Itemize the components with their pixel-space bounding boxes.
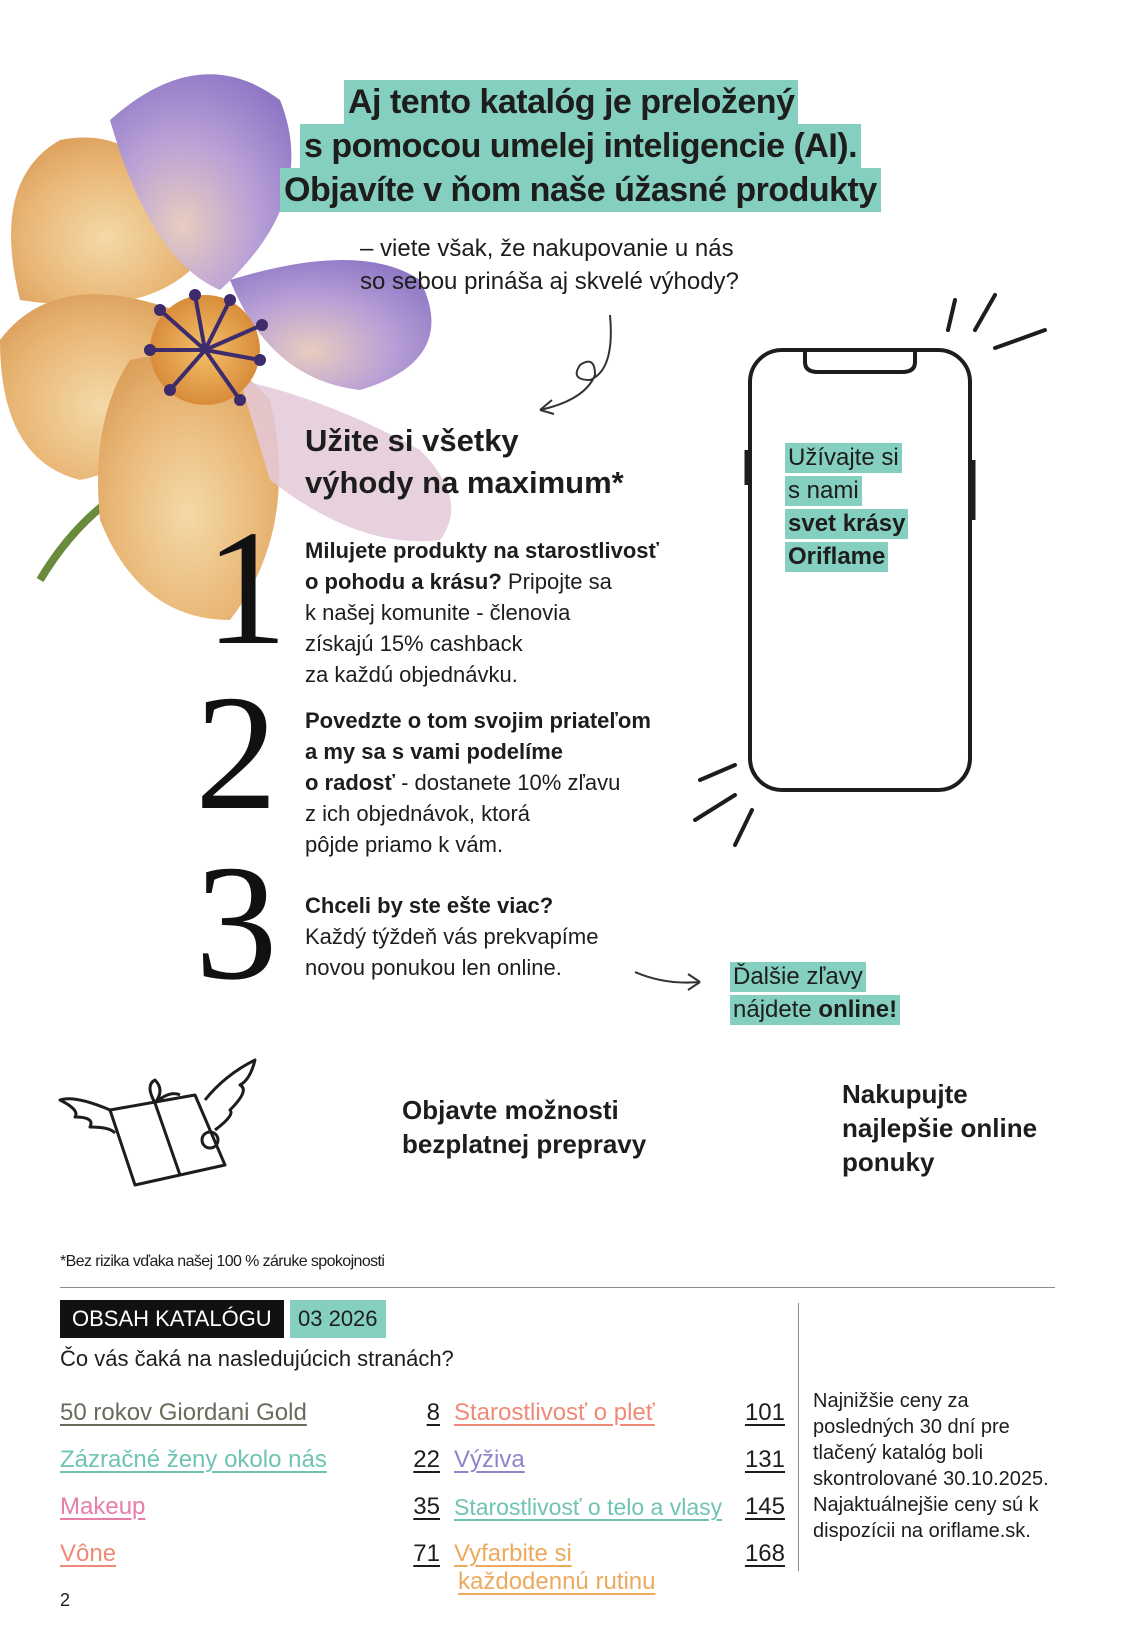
toc-subtitle: Čo vás čaká na nasledujúcich stranách?: [60, 1346, 454, 1371]
toc-item-telo-vlasy[interactable]: Starostlivosť o telo a vlasy: [454, 1494, 723, 1520]
toc-item-vone[interactable]: Vône: [60, 1540, 117, 1567]
intro-line-1: – viete však, že nakupovanie u nás: [360, 235, 734, 262]
toc-item-giordani[interactable]: 50 rokov Giordani Gold: [60, 1399, 307, 1426]
step-1-line-3: k našej komunite - členovia: [305, 600, 571, 625]
phone-line-2: s nami: [785, 476, 862, 506]
step-2-bold-1: Povedzte o tom svojim priateľom: [305, 708, 651, 733]
phone-text: [785, 443, 985, 575]
step-1-line-2: [305, 566, 685, 597]
shop-text: [842, 1077, 1037, 1179]
step-2-line-3: [305, 767, 685, 798]
page-number: 2: [60, 1590, 71, 1610]
toc-page-telo-vlasy[interactable]: 145: [744, 1493, 785, 1520]
step-number-1: 1: [205, 496, 288, 679]
step-1-bold-2: o pohodu a krásu?: [305, 569, 502, 594]
toc-item-vyfarbite[interactable]: Vyfarbite si: [454, 1540, 572, 1567]
step-2-text-3: - dostanete 10% zľavu: [395, 770, 621, 795]
toc-item-vyziva[interactable]: Výživa: [454, 1446, 525, 1473]
toc-label: OBSAH KATALÓGU: [60, 1300, 284, 1338]
footnote: *Bez rizika vďaka našej 100 % záruke spokojnosti: [60, 1253, 385, 1270]
step-1-line-4: získajú 15% cashback: [305, 631, 523, 656]
step-2-bold-2: a my sa s vami podelíme: [305, 739, 564, 764]
step-2-bold-3: o radosť: [305, 770, 395, 795]
phone-line-1: Užívajte si: [785, 443, 902, 473]
benefits-title-line-1: Užite si všetky: [305, 423, 519, 458]
step-3-line-3: novou ponukou len online.: [305, 955, 562, 980]
step-2-text: [305, 705, 685, 860]
step-3-text: [305, 890, 685, 983]
step-3-bold-1: Chceli by ste ešte viac?: [305, 893, 554, 918]
toc-page-vone[interactable]: 71: [413, 1540, 440, 1567]
header-line-1: Aj tento katalóg je preložený: [344, 80, 798, 124]
toc-vertical-divider: [798, 1303, 799, 1571]
step-1-text-2: Pripojte sa: [501, 569, 612, 594]
shop-line-2: najlepšie online: [842, 1113, 1038, 1143]
step-2-line-4: z ich objednávok, ktorá: [305, 801, 531, 826]
step-1-line-5: za každú objednávku.: [305, 662, 518, 687]
shop-line-1: Nakupujte: [842, 1079, 968, 1109]
step-number-2: 2: [195, 661, 278, 844]
online-promo-line-2: [730, 995, 900, 1025]
toc-item-vyfarbite-line-2[interactable]: každodennú rutinu: [458, 1568, 656, 1595]
toc-item-zazracne-zeny[interactable]: Zázračné ženy okolo nás: [60, 1446, 327, 1473]
curly-arrow-icon: [530, 310, 630, 420]
step-2-line-5: pôjde priamo k vám.: [305, 832, 504, 857]
online-promo-prefix: nájdete: [733, 996, 819, 1023]
toc-issue: 03 2026: [290, 1300, 386, 1338]
phone-line-3: svet krásy: [785, 509, 908, 539]
step-3-line-2: Každý týždeň vás prekvapíme: [305, 924, 599, 949]
shipping-line-2: bezplatnej prepravy: [402, 1129, 647, 1159]
toc-page-vyfarbite[interactable]: 168: [744, 1540, 785, 1567]
online-promo: [730, 962, 900, 1028]
toc-item-makeup[interactable]: Makeup: [60, 1493, 146, 1520]
price-note: Najnižšie ceny za posledných 30 dní pre tlačený katalóg boli skontrolované 30.10.2025. Najaktuálnejšie ceny sú k dispozícii na oriflame.sk.: [813, 1390, 1049, 1542]
arrow-right-icon: [630, 960, 710, 1000]
benefits-title: [305, 420, 624, 504]
phone-line-4: Oriflame: [785, 542, 888, 572]
toc-item-plet[interactable]: Starostlivosť o pleť: [454, 1399, 655, 1426]
toc-page-zazracne-zeny[interactable]: 22: [413, 1446, 440, 1473]
toc-page-makeup[interactable]: 35: [413, 1493, 440, 1520]
shop-line-3: ponuky: [842, 1147, 935, 1177]
divider: [60, 1287, 1055, 1288]
toc-page-plet[interactable]: 101: [744, 1399, 785, 1426]
header-line-3: Objavíte v ňom naše úžasné produkty: [280, 168, 881, 212]
toc-page-giordani[interactable]: 8: [426, 1399, 440, 1426]
winged-gift-icon: [55, 1055, 265, 1195]
online-promo-line-1: Ďalšie zľavy: [730, 962, 866, 992]
header-line-2: s pomocou umelej inteligencie (AI).: [300, 124, 861, 168]
online-promo-bold: online!: [818, 996, 898, 1023]
step-1-text: [305, 535, 685, 690]
step-1-bold-1: Milujete produkty na starostlivosť: [305, 538, 660, 563]
benefits-title-line-2: výhody na maximum*: [305, 465, 624, 500]
toc-page-vyziva[interactable]: 131: [744, 1446, 785, 1473]
intro-line-2: so sebou prináša aj skvelé výhody?: [360, 268, 739, 295]
shipping-text: [402, 1093, 646, 1161]
step-number-3: 3: [195, 831, 278, 1014]
shipping-line-1: Objavte možnosti: [402, 1095, 619, 1125]
